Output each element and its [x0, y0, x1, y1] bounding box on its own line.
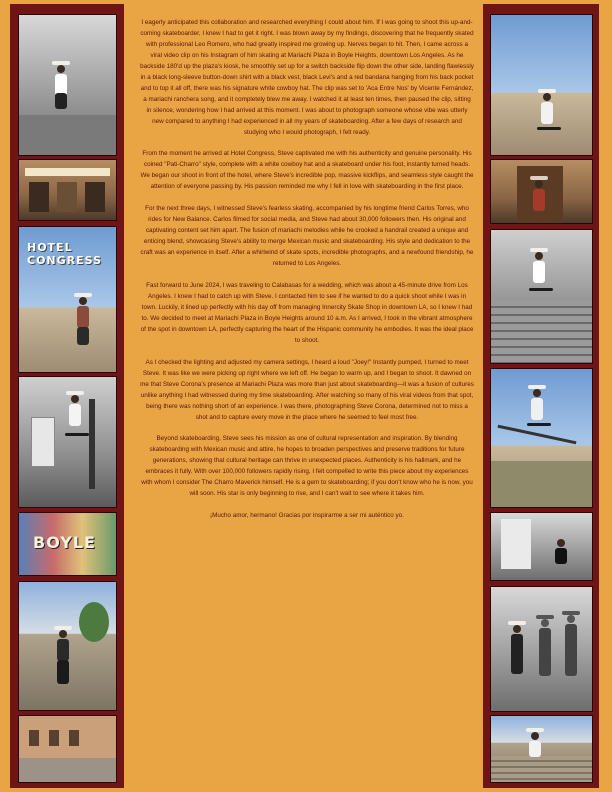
article-closing-line: ¡Mucho amor, hermano! Gracias por inspirarme a ser mi auténtico yo.: [210, 512, 404, 520]
photo-skater-standing-street: [18, 581, 117, 711]
mural-text: BOYLE: [33, 533, 96, 552]
photo-mural-wall: [18, 512, 117, 576]
photo-kickflip-kiosk: [18, 376, 117, 508]
left-photo-strip: [10, 4, 124, 788]
photo-skater-sitting-steps: [490, 715, 593, 783]
photo-skater-portrait-doorway: [490, 159, 593, 224]
photo-shop-storefront: [18, 159, 117, 221]
photo-skater-sitting-bw: [18, 14, 117, 156]
article-paragraph-4: Fast forward to June 2024, I was traveling to Calabasas for a wedding, which was about a 45-minute drive from Los Angeles. I knew I had to catch up with Steve. I contacted him to see if he wanted to do a quick shoot while I was in town. Luckily, it lined up perfectly with his day off from managing Innercity Skate Shop in downtown LA, so I knew I had to. We decided to meet at Mariachi Plaza in Boyle Heights around 10 a.m. As I arrived, I took in the vibrant atmosphere of the spot in downtown LA, perfectly capturing the heart of the Hispanic community he embodies. It was the ideal place to shoot.: [140, 282, 474, 344]
photo-mariachi-statues-bw: [490, 586, 593, 712]
article-paragraph-3: For the next three days, I witnessed Steve's fearless skating, accompanied by his longtime friend Carlos Torres, who rides for New Balance. Carlos filmed for social media, and Steve had about 30,000 followers then. His original and captivating content set him apart. The fusion of mariachi melodies while he crooked a handrail created a unique and enticing blend, showcasing Steve's ability to merge Mexican music and skateboarding. His style and dedication to the craft was an experience in itself. After a whirlwind of skate spots, incredible photographs, and a newfound friendship, he returned to Los Angeles.: [140, 205, 474, 268]
article-paragraph-5: As I checked the lighting and adjusted my camera settings, I heard a loud "Joey!" Instantly pumped, I turned to meet Steve. It was like we were picking up right where we left off. He began to warm up, and I began to shoot. It dawned on me that Steve Corona's presence at Mariachi Plaza was more than just about skateboarding—it was a fusion of cultures unlike anything I had witnessed during my time skateboarding. After watching so many of his viral videos from that spot, being there was nothing short of an experience. I was there, photographing Steve Corona, determined not to miss a shot and to capture every move in the place where he seemed to feel most free.: [140, 358, 474, 421]
photo-skater-plaza-bw: [490, 512, 593, 581]
right-photo-strip: [483, 4, 599, 788]
photo-hotel-congress-sign: [18, 226, 117, 373]
article-body: [140, 18, 474, 533]
photo-skater-riding-road: [490, 14, 593, 156]
photo-street-building: [18, 715, 117, 783]
photo-skater-stairs-bw: [490, 229, 593, 364]
hotel-sign-text: HOTEL CONGRESS: [27, 241, 102, 267]
photo-skater-air-handrail: [490, 368, 593, 508]
article-paragraph-2: From the moment he arrived at Hotel Congress, Steve captivated me with his authenticity and genuine personality. His coined "Pati-Charro" style, complete with a white cowboy hat and a skateboard under his foot, instantly turned heads. We began our shoot in front of the hotel, where Steve's incredible pop, massive kickflips, and seamless style caught the attention of everyone passing by. His passion reminded me why I fell in love with skateboarding in the first place.: [140, 150, 474, 191]
article-paragraph-1: I eagerly anticipated this collaboration and researched everything I could about him. If I was going to shoot this up-and-coming skateboarder, I knew I had to get it right. I was blown away by my findings, discovering that he frequently skated with professional Leo Romero, who had greatly inspired me growing up. Nerves began to hit. Then, I came across a viral video clip on his Instagram of him skating at Mariachi Plaza in Boyle Heights, downtown Los Angeles. As he backside 180'd up the plaza's kiosk, he smoothly set up for a switch backside flip down the other side, landing flawlessly in a black long-sleeve button-down shirt with a black vest, black Levi's and a red bandana hanging from his back pocket and to top it all off, there was his signature white cowboy hat. The clip was set to 'Aca Entre Nos' by Vicente Fernández, a mariachi ranchera song, and it completely blew me away. I watched it at least ten times, then paused the clip, sitting in silence, wondering how I had arrived at this moment. I was about to photograph someone whose vibe was utterly new compared to anything I had experienced in all my years of skateboarding. After a few days of research and studying who I would photograph, I felt ready.: [140, 19, 474, 136]
article-paragraph-6: Beyond skateboarding, Steve sees his mission as one of cultural representation and inspiration. By blending skateboarding with Mexican music and attire, he hopes to broaden perspectives and preserve traditions for future generations, showing that cultural heritage can thrive in unexpected places. Authenticity is his hallmark, and he embraces it fully. With over 100,000 followers rapidly rising, I felt compelled to write this piece about my experiences with whom I consider The Charro Maverick himself. He is a gem to skateboarding; if you don't know who he is now, you will soon. His star is only beginning to rise, and I can't wait to see where it takes him.: [141, 435, 473, 498]
